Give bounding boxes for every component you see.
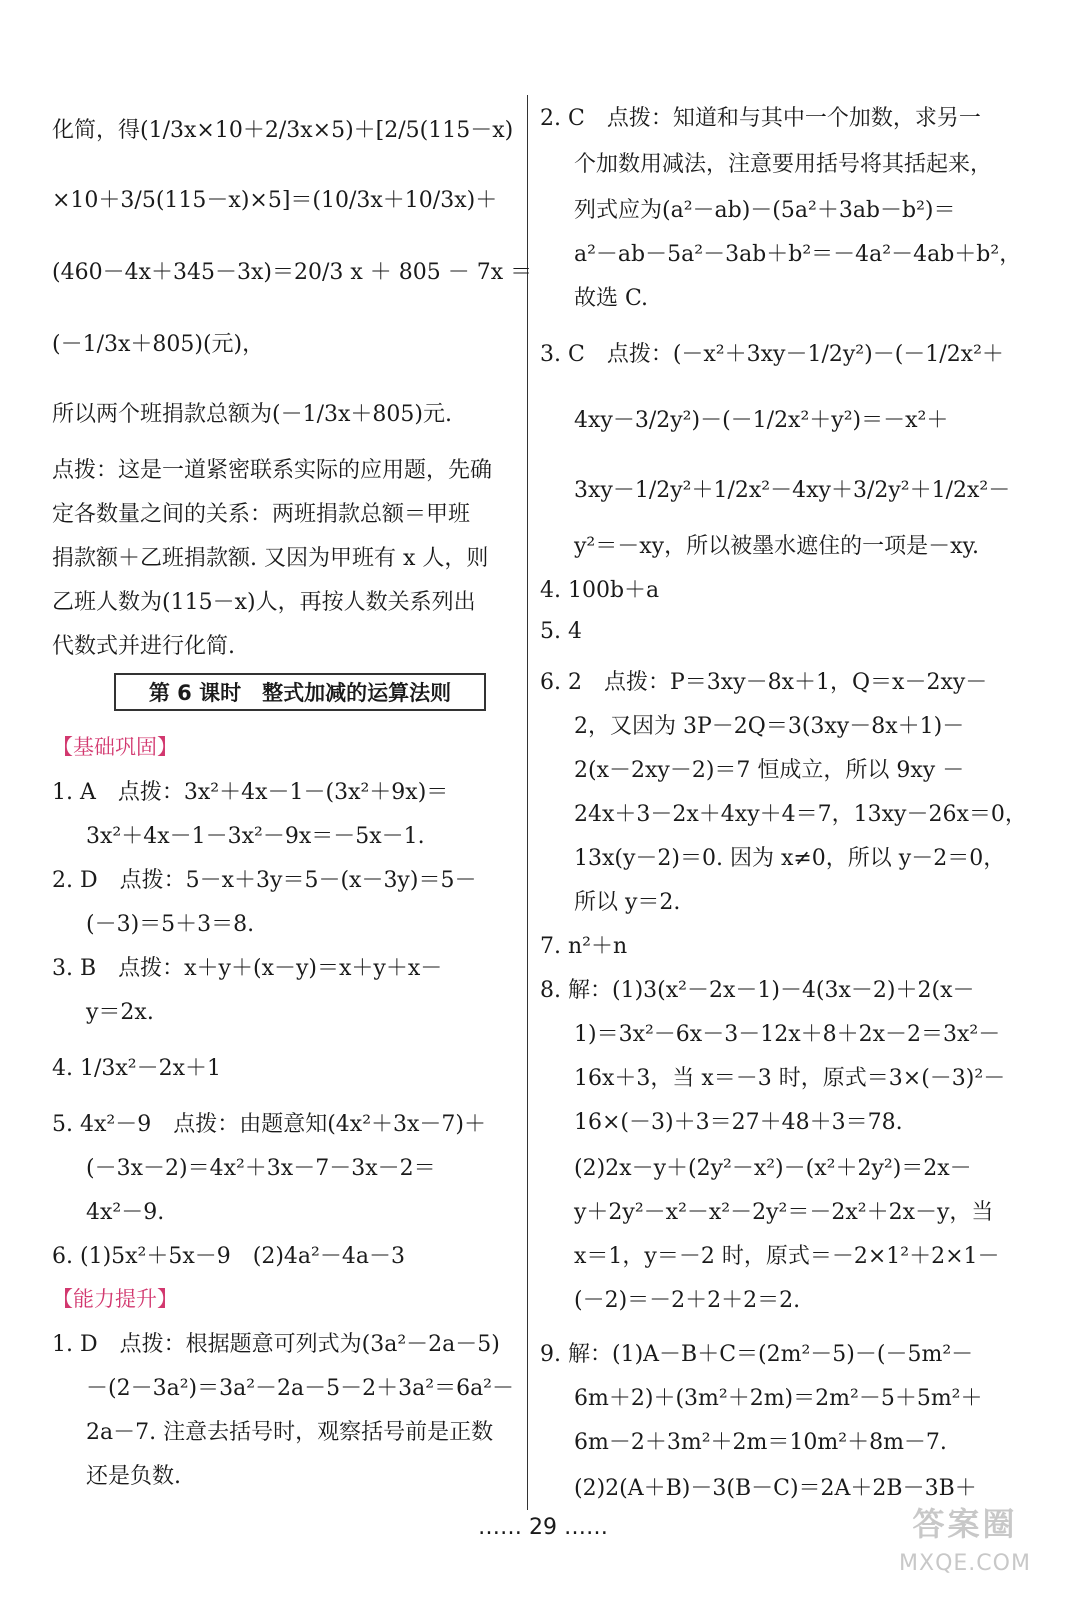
text-line: 6. 2 点拨：P＝3xy－8x＋1，Q＝x－2xy－ [540, 670, 988, 695]
text-line: 4. 1/3x²－2x＋1 [52, 1056, 222, 1081]
text-line: 16x＋3，当 x＝－3 时，原式＝3×(－3)²－ [574, 1066, 1006, 1091]
section-ability: 【能力提升】 [52, 1287, 178, 1311]
text-line: 24x＋3－2x＋4xy＋4＝7，13xy－26x＝0， [574, 802, 1027, 827]
page-number: …… 29 …… [478, 1515, 608, 1540]
text-line: 2(x－2xy－2)＝7 恒成立，所以 9xy － [574, 758, 965, 783]
text-line: 化简，得(1/3x×10＋2/3x×5)＋[2/5(115－x) [52, 118, 514, 143]
text-line: x＝1，y＝－2 时，原式＝－2×1²＋2×1－ [574, 1244, 1000, 1269]
text-line: y＋2y²－x²－x²－2y²＝－2x²＋2x－y，当 [574, 1200, 994, 1225]
text-line: 1. D 点拨：根据题意可列式为(3a²－2a－5) [52, 1332, 500, 1357]
text-line: 故选 C. [574, 286, 649, 311]
text-line: 捐款额＋乙班捐款额. 又因为甲班有 x 人，则 [52, 546, 489, 571]
text-line: 8. 解：(1)3(x²－2x－1)－4(3x－2)＋2(x－ [540, 978, 975, 1003]
text-line: (－3)＝5＋3＝8. [86, 912, 255, 937]
text-line: 所以 y＝2. [574, 890, 681, 915]
text-line: 4xy－3/2y²)－(－1/2x²＋y²)＝－x²＋ [574, 408, 949, 433]
lesson-title: 第 6 课时 整式加减的运算法则 [114, 673, 486, 711]
text-line: 所以两个班捐款总额为(－1/3x＋805)元. [52, 402, 452, 427]
text-line: 代数式并进行化简. [52, 634, 235, 659]
text-line: 3x²＋4x－1－3x²－9x＝－5x－1. [86, 824, 425, 849]
text-line: (－3x－2)＝4x²＋3x－7－3x－2＝ [86, 1156, 436, 1181]
text-line: 9. 解：(1)A－B＋C＝(2m²－5)－(－5m²－ [540, 1342, 974, 1367]
text-line: 定各数量之间的关系：两班捐款总额＝甲班 [52, 502, 471, 527]
text-line: 4x²－9. [86, 1200, 165, 1225]
watermark-url: MXQE.COM [899, 1551, 1031, 1576]
text-line: 2. D 点拨：5－x＋3y＝5－(x－3y)＝5－ [52, 868, 477, 893]
text-line: ×10＋3/5(115－x)×5]＝(10/3x＋10/3x)＋ [52, 188, 498, 213]
watermark-text: 答案圈 [912, 1505, 1018, 1543]
text-line: y＝2x. [86, 1000, 154, 1025]
text-line: 2. C 点拨：知道和与其中一个加数，求另一 [540, 106, 981, 131]
text-line: 6m＋2)＋(3m²＋2m)＝2m²－5＋5m²＋ [574, 1386, 983, 1411]
text-line: 个加数用减法，注意要用括号将其括起来， [574, 152, 993, 177]
text-line: 1)＝3x²－6x－3－12x＋8＋2x－2＝3x²－ [574, 1022, 1001, 1047]
text-line: 5. 4 [540, 619, 582, 644]
column-divider [527, 95, 528, 1510]
text-line: 列式应为(a²－ab)－(5a²＋3ab－b²)＝ [574, 198, 956, 223]
text-line: 3. C 点拨：(－x²＋3xy－1/2y²)－(－1/2x²＋ [540, 342, 1004, 367]
text-line: 13x(y－2)＝0. 因为 x≠0，所以 y－2＝0， [574, 846, 1006, 871]
text-line: 2a－7. 注意去括号时，观察括号前是正数 [86, 1420, 494, 1445]
text-line: 还是负数. [86, 1464, 181, 1489]
text-line: 6m－2＋3m²＋2m＝10m²＋8m－7. [574, 1430, 947, 1455]
text-line: (460－4x＋345－3x)＝20/3 x ＋ 805 － 7x ＝ [52, 260, 533, 285]
text-line: 7. n²＋n [540, 934, 628, 959]
text-line: (2)2x－y＋(2y²－x²)－(x²＋2y²)＝2x－ [574, 1156, 972, 1181]
text-line: 乙班人数为(115－x)人，再按人数关系列出 [52, 590, 476, 615]
text-line: 5. 4x²－9 点拨：由题意知(4x²＋3x－7)＋ [52, 1112, 486, 1137]
text-line: (2)2(A＋B)－3(B－C)＝2A＋2B－3B＋ [574, 1476, 977, 1501]
text-line: 1. A 点拨：3x²＋4x－1－(3x²＋9x)＝ [52, 780, 449, 805]
text-line: 点拨：这是一道紧密联系实际的应用题，先确 [52, 458, 493, 483]
section-basic: 【基础巩固】 [52, 735, 178, 759]
text-line: 6. (1)5x²＋5x－9 (2)4a²－4a－3 [52, 1244, 405, 1269]
watermark-logo [880, 1504, 1050, 1584]
text-line: 16×(－3)＋3＝27＋48＋3＝78. [574, 1110, 903, 1135]
text-line: －(2－3a²)＝3a²－2a－5－2＋3a²＝6a²－ [86, 1376, 515, 1401]
text-line: 3xy－1/2y²＋1/2x²－4xy＋3/2y²＋1/2x²－ [574, 478, 1011, 503]
text-line: (－2)＝－2＋2＋2＝2. [574, 1288, 801, 1313]
text-line: 3. B 点拨：x＋y＋(x－y)＝x＋y＋x－ [52, 956, 443, 981]
text-line: 4. 100b＋a [540, 578, 660, 603]
text-line: 2，又因为 3P－2Q＝3(3xy－8x＋1)－ [574, 714, 965, 739]
text-line: y²＝－xy，所以被墨水遮住的一项是－xy. [574, 534, 979, 559]
text-line: (－1/3x＋805)(元)， [52, 332, 265, 357]
text-line: a²－ab－5a²－3ab＋b²＝－4a²－4ab＋b²， [574, 242, 1022, 267]
